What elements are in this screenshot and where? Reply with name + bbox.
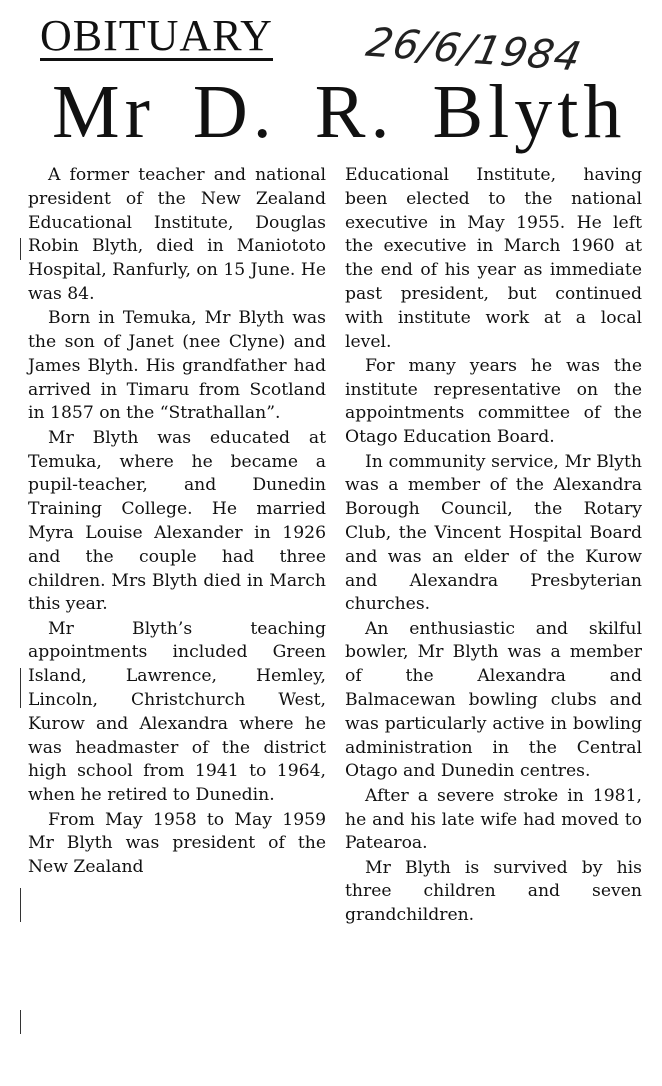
paragraph: Born in Temuka, Mr Blyth was the son of Janet (nee Clyne) and James Blyth. His grandfather had arrived in Timaru from Scotland in 1857 on the “Strathallan”. bbox=[28, 308, 326, 424]
article-column-left bbox=[28, 164, 326, 880]
paragraph: An enthusiastic and skilful bowler, Mr Blyth was a member of the Alexandra and Balmacewan bowling clubs and was particularly active in bowling administration in the Central Otago and Dunedin centres. bbox=[345, 618, 642, 782]
paragraph: Educational Institute, having been elected to the national executive in May 1955. He left the executive in March 1960 at the end of his year as immediate past president, but continued with institute work at a local level. bbox=[345, 165, 642, 352]
clipping-edge-mark bbox=[20, 238, 21, 260]
paragraph: Mr Blyth was educated at Temuka, where he became a pupil-teacher, and Dunedin Training College. He married Myra Louise Alexander in 1926 and the couple had three children. Mrs Blyth died in March this year. bbox=[28, 427, 326, 615]
paragraph: In community service, Mr Blyth was a member of the Alexandra Borough Council, the Rotary Club, the Vincent Hospital Board and was an elder of the Kurow and Alexandra Presbyterian churches. bbox=[345, 451, 642, 615]
headline: Mr D. R. Blyth bbox=[52, 70, 627, 154]
paragraph: For many years he was the institute representative on the appointments committee of the Otago Education Board. bbox=[345, 355, 642, 448]
paragraph: A former teacher and national president of the New Zealand Educational Institute, Douglas Robin Blyth, died in Maniototo Hospital, Ranfurly, on 15 June. He was 84. bbox=[28, 165, 326, 304]
clipping-edge-mark bbox=[20, 1010, 21, 1034]
article-column-right bbox=[345, 164, 642, 928]
paragraph: Mr Blyth’s teaching appointments included Green Island, Lawrence, Hemley, Lincoln, Christchurch West, Kurow and Alexandra where he was headmaster of the district high school from 1941 to 1964, when he retired to Dunedin. bbox=[28, 618, 326, 806]
paragraph: From May 1958 to May 1959 Mr Blyth was president of the New Zealand bbox=[28, 809, 326, 878]
section-label: OBITUARY bbox=[40, 11, 273, 60]
paragraph: Mr Blyth is survived by his three children and seven grandchildren. bbox=[345, 857, 642, 926]
handwritten-date: 26/6/1984 bbox=[362, 20, 586, 81]
clipping-edge-mark bbox=[20, 888, 21, 922]
paragraph: After a severe stroke in 1981, he and his late wife had moved to Patearoa. bbox=[345, 785, 642, 854]
clipping-edge-mark bbox=[20, 668, 21, 708]
